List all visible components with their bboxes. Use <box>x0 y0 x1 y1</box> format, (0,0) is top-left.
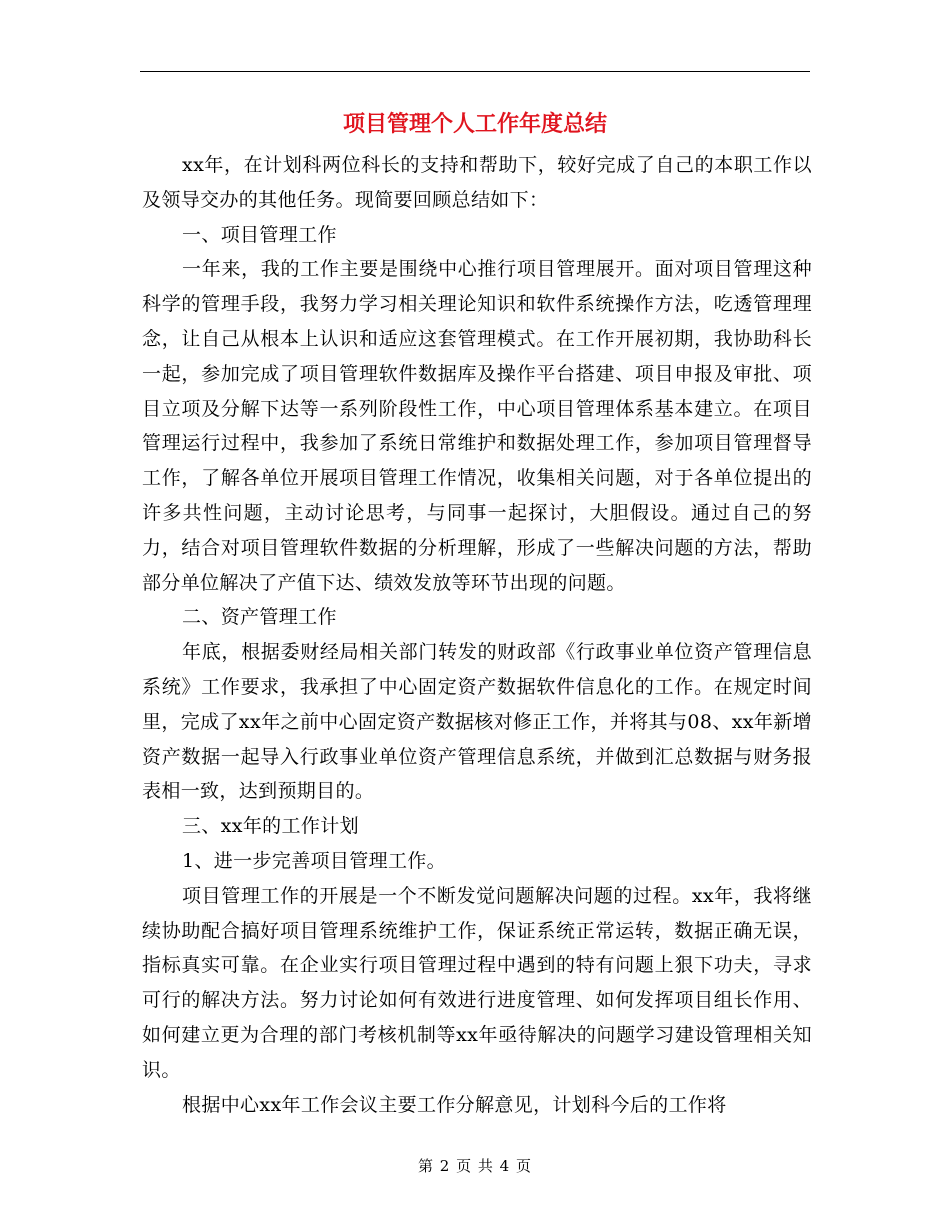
section-heading-project-management: 一、项目管理工作 <box>182 223 337 246</box>
asset-management-paragraph: 年底，根据委财经局相关部门转发的财政部《行政事业单位资产管理信息系统》工作要求，我承担了中心固定资产数据软件信息化的工作。在规定时间里，完成了xx年之前中心固定资产数据核对修正工作，并将其与08、xx年新增资产数据一起导入行政事业单位资产管理信息系统，并做到汇总数据与财务报表相一致，达到预期目的。 <box>142 641 812 803</box>
document-title: 项目管理个人工作年度总结 <box>342 111 607 137</box>
plan-item-heading: 1、进一步完善项目管理工作。 <box>182 849 446 872</box>
document-body <box>142 148 812 1122</box>
plan-item-paragraph: 项目管理工作的开展是一个不断发觉问题解决问题的过程。xx年，我将继续协助配合搞好项目管理系统维护工作，保证系统正常运转，数据正确无误，指标真实可靠。在企业实行项目管理过程中遇到的特有问题上狠下功夫，寻求可行的解决方法。努力讨论如何有效进行进度管理、如何发挥项目组长作用、如何建立更为合理的部门考核机制等xx年亟待解决的问题学习建设管理相关知识。 <box>142 884 812 1081</box>
header-rule <box>140 71 810 72</box>
project-management-paragraph: 一年来，我的工作主要是围绕中心推行项目管理展开。面对项目管理这种科学的管理手段，我努力学习相关理论知识和软件系统操作方法，吃透管理理念，让自己从根本上认识和适应这套管理模式。在工作开展初期，我协助科长一起，参加完成了项目管理软件数据库及操作平台搭建、项目申报及审批、项目立项及分解下达等一系列阶段性工作，中心项目管理体系基本建立。在项目管理运行过程中，我参加了系统日常维护和数据处理工作，参加项目管理督导工作，了解各单位开展项目管理工作情况，收集相关问题，对于各单位提出的许多共性问题，主动讨论思考，与同事一起探讨，大胆假设。通过自己的努力，结合对项目管理软件数据的分析理解，形成了一些解决问题的方法，帮助部分单位解决了产值下达、绩效发放等环节出现的问题。 <box>142 258 812 594</box>
section-heading-asset-management: 二、资产管理工作 <box>182 606 337 629</box>
closing-paragraph: 根据中心xx年工作会议主要工作分解意见，计划科今后的工作将 <box>182 1093 727 1116</box>
section-heading-work-plan: 三、xx年的工作计划 <box>182 815 359 838</box>
page-number-footer: 第 2 页 共 4 页 <box>418 1157 532 1175</box>
intro-paragraph: xx年，在计划科两位科长的支持和帮助下，较好完成了自己的本职工作以及领导交办的其他任务。现简要回顾总结如下： <box>142 154 812 211</box>
